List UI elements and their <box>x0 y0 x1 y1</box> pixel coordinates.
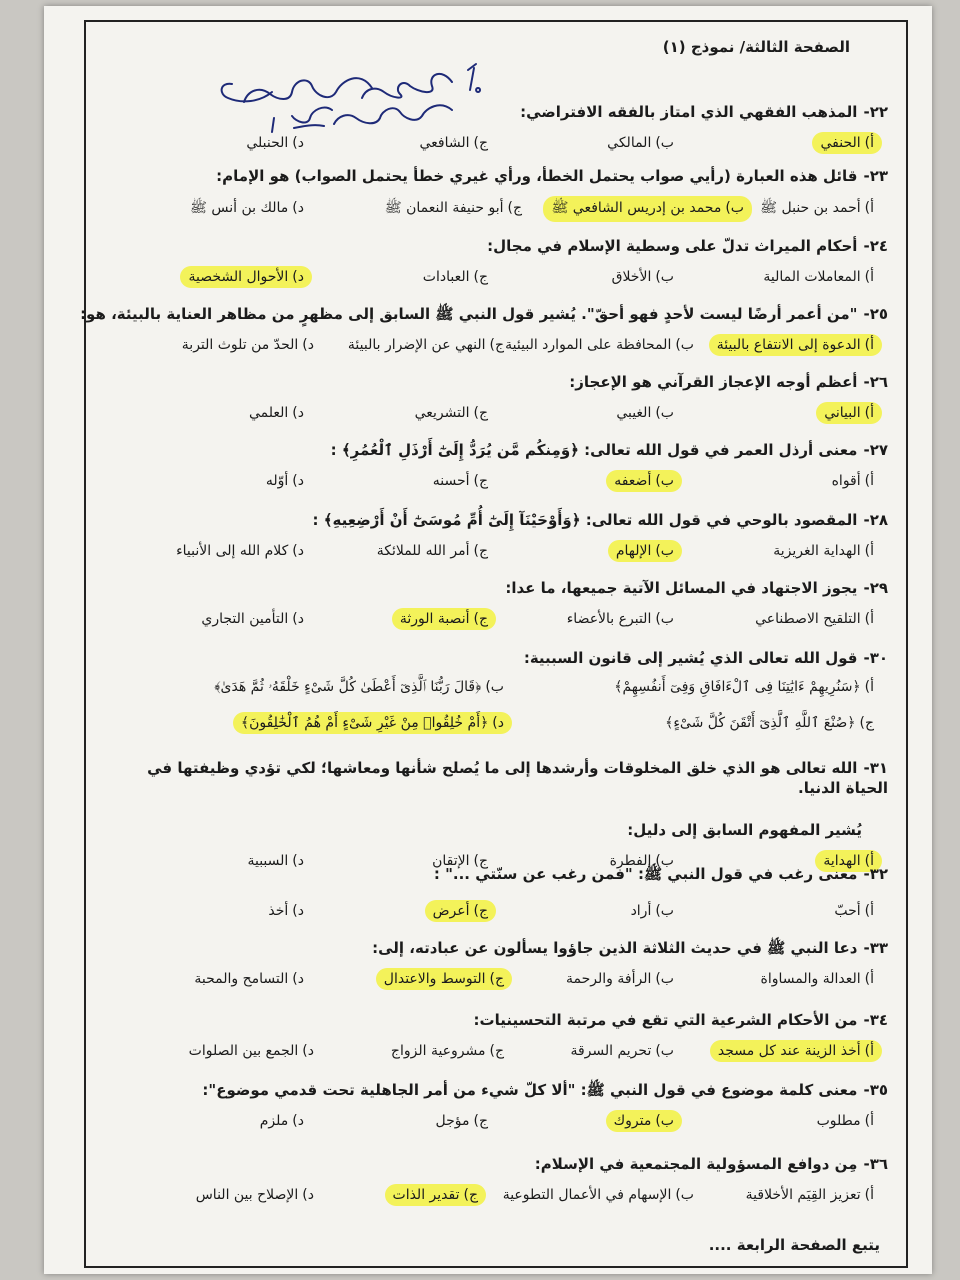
option-d[interactable]: د)أخذ <box>268 903 304 919</box>
question-text: دعا النبي ﷺ في حديث الثلاثة الذين جاؤوا يسألون عن عبادته، إلى: <box>372 939 858 957</box>
option-b[interactable]: ب)محمد بن إدريس الشافعي ﷺ <box>543 196 752 222</box>
question-number: ٣٤- <box>863 1011 888 1029</box>
question-text: مِن دوافع المسؤولية المجتمعية في الإسلام: <box>534 1155 858 1173</box>
options <box>100 1110 888 1140</box>
option-a[interactable]: أ)التلقيح الاصطناعي <box>755 611 874 627</box>
question-number: ٢٤- <box>863 237 888 255</box>
option-a[interactable]: أ)﴿سَنُرِيهِمْ ءَايَٰتِنَا فِى ٱلْءَافَاقِ وَفِىٓ أَنفُسِهِمْ﴾ <box>614 679 874 695</box>
option-b[interactable]: ب)المالكي <box>607 135 674 151</box>
option-a[interactable]: أ)أخذ الزينة عند كل مسجد <box>710 1040 882 1062</box>
options <box>100 1184 888 1214</box>
question-26 <box>100 372 888 432</box>
option-d[interactable]: د)العلمي <box>248 405 304 421</box>
question-number: ٣٦- <box>863 1155 888 1173</box>
option-a[interactable]: أ)مطلوب <box>816 1113 874 1129</box>
option-d[interactable]: د)الإصلاح بين الناس <box>195 1187 314 1203</box>
option-b[interactable]: ب)﴿قَالَ رَبُّنَا ٱلَّذِىٓ أَعْطَىٰ كُلَّ شَىْءٍ خَلْقَهُۥ ثُمَّ هَدَىٰ﴾ <box>214 679 504 695</box>
options <box>100 540 888 570</box>
option-c[interactable]: ج)التشريعي <box>414 405 488 421</box>
option-c[interactable]: ج)﴿صُنْعَ ٱللَّهِ ٱلَّذِىٓ أَتْقَنَ كُلَّ شَىْءٍ﴾ <box>665 715 874 731</box>
option-b[interactable]: ب)متروك <box>606 1110 682 1132</box>
option-b[interactable]: ب)الغيبي <box>616 405 674 421</box>
option-b[interactable]: ب)تحريم السرقة <box>570 1043 674 1059</box>
question-33 <box>100 938 888 998</box>
option-c[interactable]: ج)مشروعية الزواج <box>390 1043 504 1059</box>
question-22 <box>100 102 888 162</box>
option-d[interactable]: د)مالك بن أنس ﷺ <box>190 200 304 216</box>
option-a[interactable]: أ)أحبّ <box>834 903 874 919</box>
option-b[interactable]: ب)التبرع بالأعضاء <box>566 611 674 627</box>
option-d[interactable]: د)السببية <box>247 853 304 869</box>
option-d[interactable]: د)كلام الله إلى الأنبياء <box>176 543 304 559</box>
option-c[interactable]: ج)أحسنه <box>432 473 488 489</box>
question-number: ٣٣- <box>863 939 888 957</box>
option-a[interactable]: أ)المعاملات المالية <box>763 269 874 285</box>
options <box>100 334 888 364</box>
question-24 <box>100 236 888 296</box>
question-32 <box>100 864 888 930</box>
option-a[interactable]: أ)البياني <box>816 402 882 424</box>
question-text: من الأحكام الشرعية التي تقع في مرتبة التحسينيات: <box>473 1011 858 1029</box>
option-c[interactable]: ج)النهي عن الإضرار بالبيئة <box>347 337 504 353</box>
option-c[interactable]: ج)الشافعي <box>419 135 488 151</box>
option-d[interactable]: د)﴿أَمْ خُلِقُوا۟ مِنْ غَيْرِ شَىْءٍ أَمْ هُمُ ٱلْخَٰلِقُونَ﴾ <box>233 712 512 734</box>
option-b[interactable]: ب)الإسهام في الأعمال التطوعية <box>502 1187 694 1203</box>
option-a[interactable]: أ)أحمد بن حنبل ﷺ <box>760 200 874 216</box>
option-c[interactable]: ج)الإتقان <box>432 853 488 869</box>
question-number: ٢٣- <box>863 167 888 185</box>
options <box>100 1040 888 1070</box>
option-b[interactable]: ب)الفطرة <box>609 853 674 869</box>
option-d[interactable]: د)الجمع بين الصلوات <box>188 1043 314 1059</box>
question-31 <box>100 758 888 880</box>
question-28 <box>100 510 888 570</box>
options-row-1 <box>100 676 888 704</box>
question-number: ٣٢- <box>863 865 888 883</box>
option-c[interactable]: ج)تقدير الذات <box>385 1184 486 1206</box>
question-number: ٢٦- <box>863 373 888 391</box>
exam-sheet <box>44 6 932 1274</box>
option-b[interactable]: ب)أضعفه <box>606 470 682 492</box>
question-text: معنى أرذل العمر في قول الله تعالى: ﴿وَمِنكُم مَّن يُرَدُّ إِلَىٰٓ أَرْذَلِ ٱلْعُمُرِ﴾ : <box>330 441 858 459</box>
option-b[interactable]: ب)أراد <box>630 903 674 919</box>
option-d[interactable]: د)الأحوال الشخصية <box>180 266 312 288</box>
question-text: قول الله تعالى الذي يُشير إلى قانون السببية: <box>523 649 858 667</box>
option-a[interactable]: أ)الهداية الغريزية <box>773 543 874 559</box>
question-number: ٢٨- <box>863 511 888 529</box>
options <box>100 470 888 500</box>
question-number: ٣١- <box>863 759 888 777</box>
question-number: ٢٥- <box>863 305 888 323</box>
page-footer: يتبع الصفحة الرابعة .... <box>708 1236 880 1254</box>
option-c[interactable]: ج)التوسط والاعتدال <box>376 968 512 990</box>
options <box>100 402 888 432</box>
option-c[interactable]: ج)مؤجل <box>435 1113 488 1129</box>
question-text: المذهب الفقهي الذي امتاز بالفقه الافتراضي: <box>520 103 858 121</box>
question-27 <box>100 440 888 500</box>
options <box>100 968 888 998</box>
question-text: المقصود بالوحي في قول الله تعالى: ﴿وَأَوْحَيْنَآ إِلَىٰٓ أُمِّ مُوسَىٰٓ أَنْ أَرْضِعِيهِ﴾ : <box>312 511 858 529</box>
question-29 <box>100 578 888 638</box>
page-header: الصفحة الثالثة/ نموذج (١) <box>662 38 850 56</box>
option-a[interactable]: أ)العدالة والمساواة <box>760 971 874 987</box>
option-c[interactable]: ج)أمر الله للملائكة <box>376 543 488 559</box>
question-34 <box>100 1010 888 1070</box>
question-number: ٣٥- <box>863 1081 888 1099</box>
options <box>100 196 888 226</box>
option-d[interactable]: د)ملزم <box>259 1113 304 1129</box>
question-text: معنى كلمة موضوع في قول النبي ﷺ: "ألا كلّ شيء من أمر الجاهلية تحت قدمي موضوع": <box>202 1081 858 1099</box>
option-b[interactable]: ب)الإلهام <box>608 540 682 562</box>
page-frame <box>80 20 908 1268</box>
option-a[interactable]: أ)الحنفي <box>812 132 882 154</box>
question-25 <box>80 304 888 364</box>
option-b[interactable]: ب)الأخلاق <box>611 269 674 285</box>
option-c[interactable]: ج)أنصبة الورثة <box>392 608 496 630</box>
question-text-continued: يُشير المفهوم السابق إلى دليل: <box>627 821 862 839</box>
option-d[interactable]: د)التسامح والمحبة <box>194 971 304 987</box>
question-35 <box>100 1080 888 1140</box>
options <box>100 132 888 162</box>
options-row-2 <box>100 712 888 740</box>
option-d[interactable]: د)الحدّ من تلوث التربة <box>181 337 314 353</box>
question-23 <box>100 166 888 226</box>
options <box>100 266 888 296</box>
options <box>100 608 888 638</box>
option-a[interactable]: أ)أقواه <box>831 473 874 489</box>
option-b[interactable]: ب)الرأفة والرحمة <box>566 971 674 987</box>
question-36 <box>100 1154 888 1214</box>
question-text: "من أعمر أرضًا ليست لأحدٍ فهو أحقّ". يُشير قول النبي ﷺ السابق إلى مظهرٍ من مظاهر العناية بالبيئة، هو: <box>80 305 858 323</box>
question-text: الله تعالى هو الذي خلق المخلوقات وأرشدها إلى ما يُصلح شأنها ومعاشها؛ لكي تؤدي وظيفتها في الحياة الدنيا. <box>147 759 888 797</box>
question-number: ٣٠- <box>863 649 888 667</box>
options <box>100 900 888 930</box>
question-text: أحكام الميراث تدلّ على وسطية الإسلام في مجال: <box>487 237 858 255</box>
option-c[interactable]: ج)أبو حنيفة النعمان ﷺ <box>384 200 522 216</box>
option-a[interactable]: أ)تعزيز القِيَم الأخلاقية <box>745 1187 874 1203</box>
question-number: ٢٧- <box>863 441 888 459</box>
question-text: أعظم أوجه الإعجاز القرآني هو الإعجاز: <box>569 373 858 391</box>
question-number: ٢٩- <box>863 579 888 597</box>
option-d[interactable]: د)أوّله <box>265 473 304 489</box>
option-c[interactable]: ج)أعرض <box>425 900 496 922</box>
question-number: ٢٢- <box>863 103 888 121</box>
question-text: قائل هذه العبارة (رأيي صواب يحتمل الخطأ، ورأي غيري خطأ يحتمل الصواب) هو الإمام: <box>216 167 858 185</box>
question-text: يجوز الاجتهاد في المسائل الآتية جميعها، ما عدا: <box>505 579 858 597</box>
option-a[interactable]: أ)الهداية <box>815 850 882 872</box>
option-c[interactable]: ج)العبادات <box>422 269 488 285</box>
option-d[interactable]: د)التأمين التجاري <box>201 611 304 627</box>
question-30 <box>100 648 888 740</box>
option-d[interactable]: د)الحنبلي <box>246 135 304 151</box>
option-b[interactable]: ب)المحافظة على الموارد البيئية <box>505 337 694 353</box>
question-text: معنى رغب في قول النبي ﷺ: "فمن رغب عن سنّتي ..." : <box>433 865 858 883</box>
option-a[interactable]: أ)الدعوة إلى الانتفاع بالبيئة <box>709 334 882 356</box>
